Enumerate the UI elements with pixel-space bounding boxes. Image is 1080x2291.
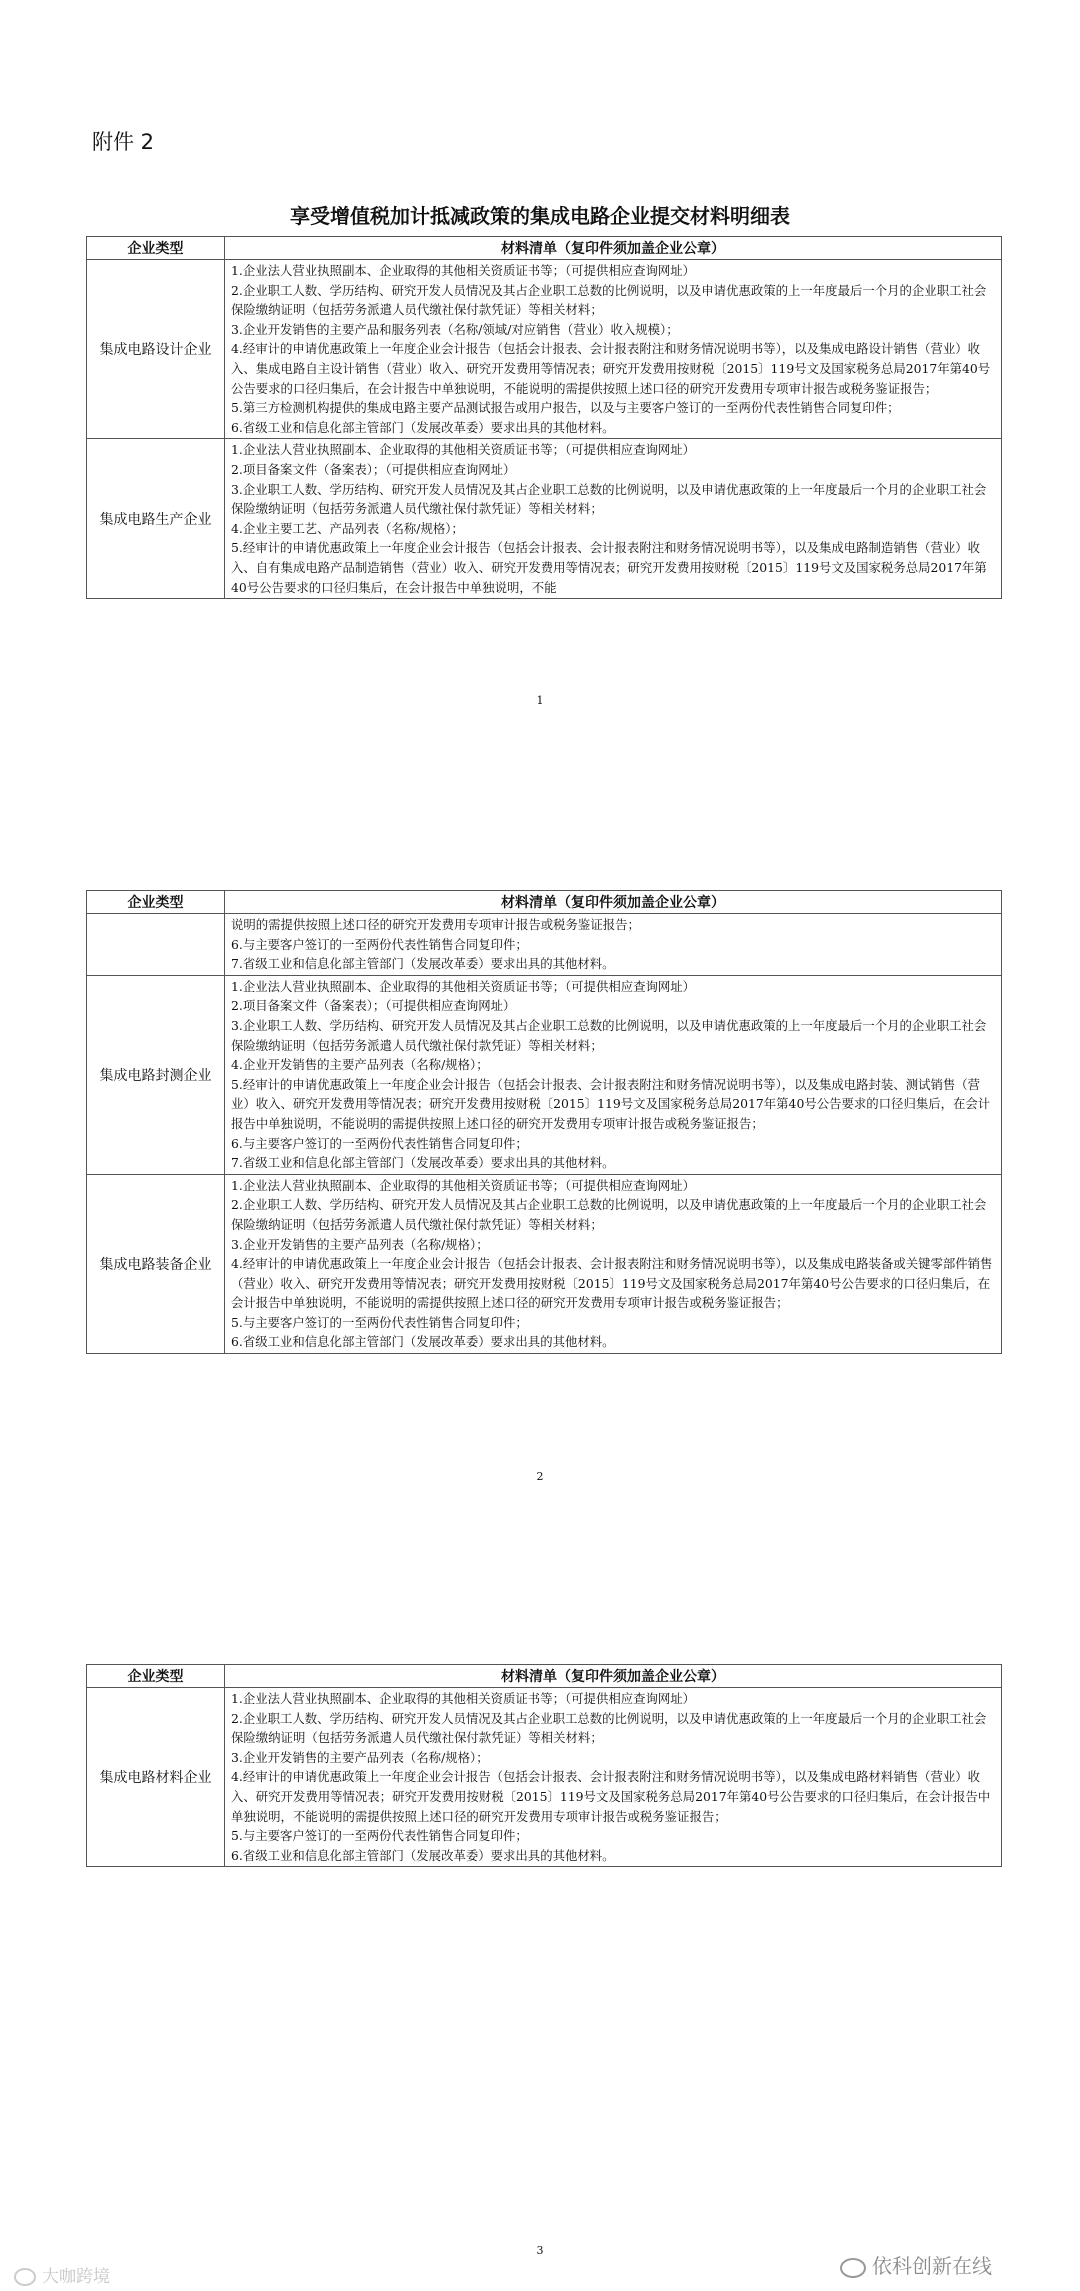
enterprise-type-cell: 集成电路装备企业 xyxy=(87,1174,225,1353)
list-item: 2.项目备案文件（备案表）；（可提供相应查询网址） xyxy=(231,998,516,1014)
materials-cell xyxy=(225,914,1002,976)
list-item: 1.企业法人营业执照副本、企业取得的其他相关资质证书等；（可提供相应查询网址） xyxy=(231,978,696,994)
list-item: 5.经审计的申请优惠政策上一年度企业会计报告（包括会计报表、会计报表附注和财务情况说明书等），以及集成电路封装、测试销售（营业）收入、研究开发费用等情况表；研究开发费用按财税〔2015〕119号文及国家税务总局2017年第40号公告要求的口径归集后，在会计报告中单独说明，不能说明的需提供按照上述口径的研究开发费用专项审计报告或税务鉴证报告； xyxy=(231,1076,991,1131)
list-item: 6.省级工业和信息化部主管部门（发展改革委）要求出具的其他材料。 xyxy=(231,1334,615,1350)
enterprise-type-cell: 集成电路封测企业 xyxy=(87,975,225,1174)
list-item: 2.企业职工人数、学历结构、研究开发人员情况及其占企业职工总数的比例说明，以及申请优惠政策的上一年度最后一个月的企业职工社会保险缴纳证明（包括劳务派遣人员代缴社保付款凭证）等相关材料； xyxy=(231,1710,987,1746)
list-item: 2.企业职工人数、学历结构、研究开发人员情况及其占企业职工总数的比例说明，以及申请优惠政策的上一年度最后一个月的企业职工社会保险缴纳证明（包括劳务派遣人员代缴社保付款凭证）等相关材料； xyxy=(231,1197,987,1232)
table-row xyxy=(87,914,1002,976)
page-number: 2 xyxy=(536,1470,544,1483)
list-item: 7.省级工业和信息化部主管部门（发展改革委）要求出具的其他材料。 xyxy=(231,956,615,972)
list-item: 1.企业法人营业执照副本、企业取得的其他相关资质证书等；（可提供相应查询网址） xyxy=(231,442,696,458)
materials-cell xyxy=(225,1688,1002,1867)
list-item: 6.与主要客户签订的一至两份代表性销售合同复印件； xyxy=(231,1135,528,1151)
list-item: 1.企业法人营业执照副本、企业取得的其他相关资质证书等；（可提供相应查询网址） xyxy=(231,1177,696,1193)
page-number: 3 xyxy=(536,2244,544,2257)
logo-icon xyxy=(14,2268,36,2286)
list-item: 7.省级工业和信息化部主管部门（发展改革委）要求出具的其他材料。 xyxy=(231,1155,615,1171)
list-item: 3.企业开发销售的主要产品和服务列表（名称/领域/对应销售（营业）收入规模）； xyxy=(231,321,679,337)
table-row xyxy=(87,1174,1002,1353)
header-materials-list: 材料清单（复印件须加盖企业公章） xyxy=(225,891,1002,914)
list-item: 5.第三方检测机构提供的集成电路主要产品测试报告或用户报告，以及与主要客户签订的一至两份代表性销售合同复印件； xyxy=(231,400,900,416)
list-item: 4.经审计的申请优惠政策上一年度企业会计报告（包括会计报表、会计报表附注和财务情况说明书等），以及集成电路设计销售（营业）收入、集成电路自主设计销售（营业）收入、研究开发费用等情况表；研究开发费用按财税〔2015〕119号文及国家税务总局2017年第40号公告要求的口径归集后，在会计报告中单独说明，不能说明的需提供按照上述口径的研究开发费用专项审计报告或税务鉴证报告； xyxy=(231,341,991,396)
document-title: 享受增值税加计抵减政策的集成电路企业提交材料明细表 xyxy=(290,204,790,228)
enterprise-type-cell: 集成电路材料企业 xyxy=(87,1688,225,1867)
list-item: 6.省级工业和信息化部主管部门（发展改革委）要求出具的其他材料。 xyxy=(231,1847,615,1863)
page-number: 1 xyxy=(536,694,544,707)
list-item: 3.企业开发销售的主要产品列表（名称/规格）； xyxy=(231,1749,489,1765)
list-item: 2.项目备案文件（备案表）；（可提供相应查询网址） xyxy=(231,461,516,477)
materials-table-page-3 xyxy=(86,1664,1002,1867)
list-item: 4.经审计的申请优惠政策上一年度企业会计报告（包括会计报表、会计报表附注和财务情况说明书等），以及集成电路装备或关键零部件销售（营业）收入、研究开发费用等情况表；研究开发费用按财税〔2015〕119号文及国家税务总局2017年第40号公告要求的口径归集后，在会计报告中单独说明，不能说明的需提供按照上述口径的研究开发费用专项审计报告或税务鉴证报告； xyxy=(231,1256,993,1311)
materials-cell xyxy=(225,975,1002,1174)
list-item: 1.企业法人营业执照副本、企业取得的其他相关资质证书等；（可提供相应查询网址） xyxy=(231,263,696,278)
table-row xyxy=(87,975,1002,1174)
attachment-label: 附件 2 xyxy=(92,130,155,154)
list-item: 说明的需提供按照上述口径的研究开发费用专项审计报告或税务鉴证报告； xyxy=(231,917,640,932)
materials-table-page-1 xyxy=(86,236,1002,599)
list-item: 5.经审计的申请优惠政策上一年度企业会计报告（包括会计报表、会计报表附注和财务情况说明书等），以及集成电路制造销售（营业）收入、自有集成电路产品制造销售（营业）收入、研究开发费用等情况表；研究开发费用按财税〔2015〕119号文及国家税务总局2017年第40号公告要求的口径归集后，在会计报告中单独说明，不能 xyxy=(231,540,987,595)
list-item: 1.企业法人营业执照副本、企业取得的其他相关资质证书等；（可提供相应查询网址） xyxy=(231,1691,696,1706)
materials-cell xyxy=(225,260,1002,439)
enterprise-type-cell: 集成电路生产企业 xyxy=(87,439,225,599)
header-enterprise-type: 企业类型 xyxy=(87,237,225,260)
list-item: 3.企业职工人数、学历结构、研究开发人员情况及其占企业职工总数的比例说明，以及申请优惠政策的上一年度最后一个月的企业职工社会保险缴纳证明（包括劳务派遣人员代缴社保付款凭证）等相关材料； xyxy=(231,1017,987,1053)
materials-cell xyxy=(225,439,1002,599)
header-materials-list: 材料清单（复印件须加盖企业公章） xyxy=(225,237,1002,260)
list-item: 4.企业开发销售的主要产品列表（名称/规格）； xyxy=(231,1057,489,1073)
list-item: 5.与主要客户签订的一至两份代表性销售合同复印件； xyxy=(231,1828,528,1844)
header-materials-list: 材料清单（复印件须加盖企业公章） xyxy=(225,1665,1002,1688)
table-row xyxy=(87,439,1002,599)
watermark-right xyxy=(840,2250,992,2279)
header-enterprise-type: 企业类型 xyxy=(87,891,225,914)
header-enterprise-type: 企业类型 xyxy=(87,1665,225,1688)
list-item: 3.企业开发销售的主要产品列表（名称/规格）； xyxy=(231,1236,489,1252)
list-item: 2.企业职工人数、学历结构、研究开发人员情况及其占企业职工总数的比例说明，以及申请优惠政策的上一年度最后一个月的企业职工社会保险缴纳证明（包括劳务派遣人员代缴社保付款凭证）等相关材料； xyxy=(231,282,987,318)
list-item: 4.企业主要工艺、产品列表（名称/规格）； xyxy=(231,520,464,536)
list-item: 6.省级工业和信息化部主管部门（发展改革委）要求出具的其他材料。 xyxy=(231,419,615,435)
list-item: 5.与主要客户签订的一至两份代表性销售合同复印件； xyxy=(231,1314,528,1330)
watermark-left xyxy=(14,2262,110,2287)
materials-cell xyxy=(225,1174,1002,1353)
table-row xyxy=(87,1688,1002,1867)
wechat-icon xyxy=(840,2258,866,2278)
watermark-right-text: 依科创新在线 xyxy=(872,2254,992,2278)
enterprise-type-cell: 集成电路设计企业 xyxy=(87,260,225,439)
materials-table-page-2 xyxy=(86,890,1002,1354)
enterprise-type-cell xyxy=(87,914,225,976)
watermark-left-text: 大咖跨境 xyxy=(42,2267,110,2287)
list-item: 3.企业职工人数、学历结构、研究开发人员情况及其占企业职工总数的比例说明，以及申请优惠政策的上一年度最后一个月的企业职工社会保险缴纳证明（包括劳务派遣人员代缴社保付款凭证）等相关材料； xyxy=(231,481,987,517)
list-item: 4.经审计的申请优惠政策上一年度企业会计报告（包括会计报表、会计报表附注和财务情况说明书等），以及集成电路材料销售（营业）收入、研究开发费用等情况表；研究开发费用按财税〔2015〕119号文及国家税务总局2017年第40号公告要求的口径归集后，在会计报告中单独说明，不能说明的需提供按照上述口径的研究开发费用专项审计报告或税务鉴证报告； xyxy=(231,1769,991,1824)
list-item: 6.与主要客户签订的一至两份代表性销售合同复印件； xyxy=(231,936,528,952)
table-row xyxy=(87,260,1002,439)
